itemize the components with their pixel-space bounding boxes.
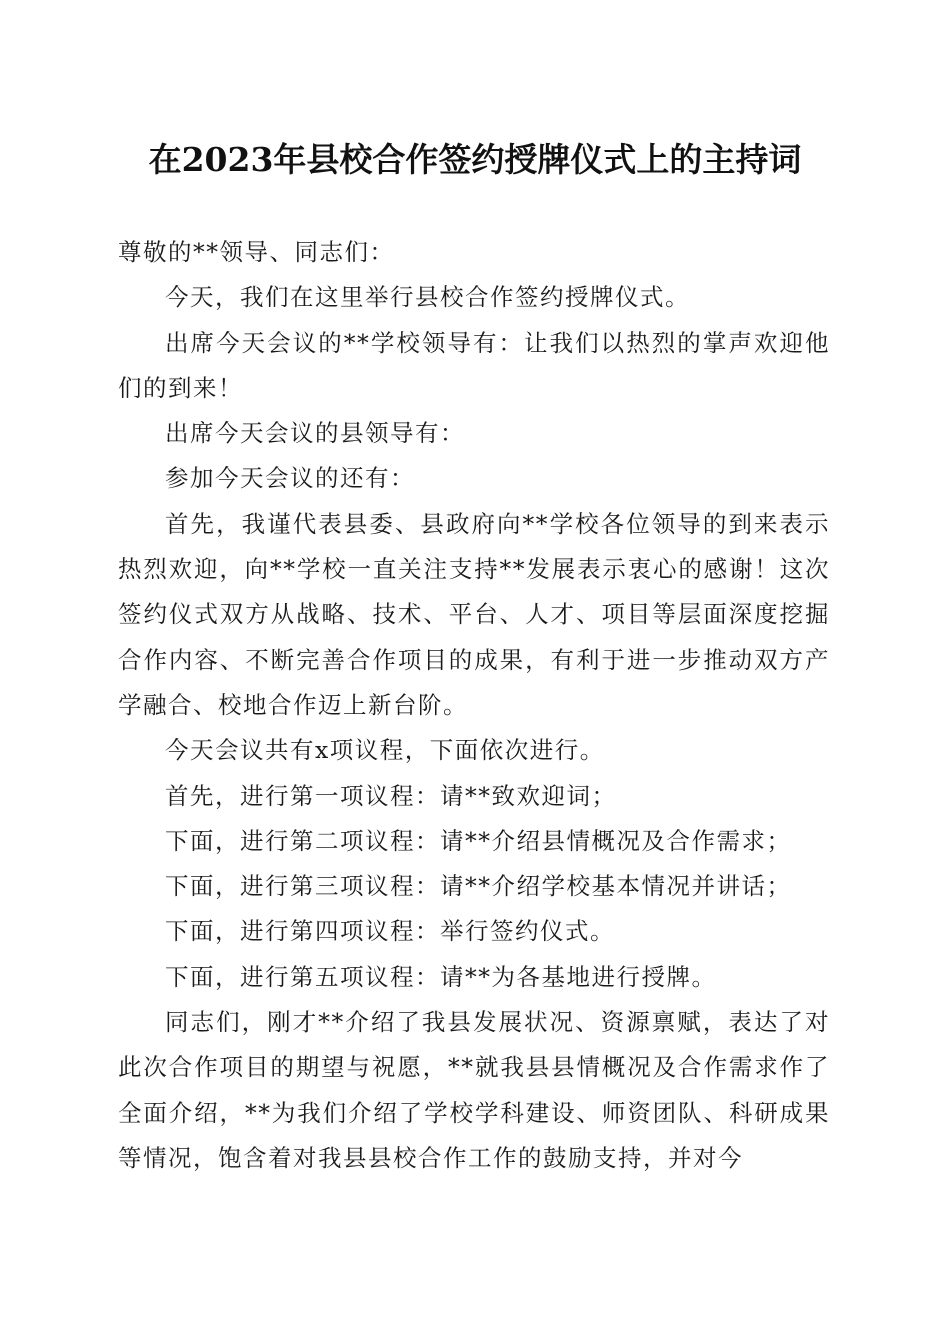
welcome-paragraph: 首先，我谨代表县委、县政府向**学校各位领导的到来表示热烈欢迎，向**学校一直关注支持**发展表示衷心的感谢！这次签约仪式双方从战略、技术、平台、人才、项目等层面深度挖掘合作内容、不断完善合作项目的成果，有利于进一步推动双方产学融合、校地合作迈上新台阶。 [118, 509, 830, 719]
agenda-item-1: 首先，进行第一项议程：请**致欢迎词； [165, 781, 617, 810]
salutation-paragraph: 尊敬的**领导、同志们： [118, 238, 395, 266]
document-title: 在2023年县校合作签约授牌仪式上的主持词 [148, 140, 802, 179]
agenda-item-5: 下面，进行第五项议程：请**为各基地进行授牌。 [165, 962, 717, 991]
county-leaders-paragraph: 出席今天会议的县领导有： [165, 419, 465, 448]
agenda-item-2: 下面，进行第二项议程：请**介绍县情概况及合作需求； [165, 826, 792, 855]
document-body [118, 230, 830, 1181]
agenda-item-3: 下面，进行第三项议程：请**介绍学校基本情况并讲话； [165, 872, 792, 901]
summary-paragraph: 同志们，刚才**介绍了我县发展状况、资源禀赋，表达了对此次合作项目的期望与祝愿，**就我县县情概况及合作需求作了全面介绍，**为我们介绍了学校学科建设、师资团队、科研成果等情况，饱含着对我县县校合作工作的鼓励支持，并对今 [118, 1008, 830, 1172]
attendees-paragraph: 参加今天会议的还有： [165, 464, 415, 493]
agenda-item-4: 下面，进行第四项议程：举行签约仪式。 [165, 917, 615, 946]
opening-paragraph: 今天，我们在这里举行县校合作签约授牌仪式。 [165, 283, 690, 312]
school-leaders-paragraph: 出席今天会议的**学校领导有：让我们以热烈的掌声欢迎他们的到来！ [118, 328, 830, 402]
agenda-intro-paragraph: 今天会议共有x项议程，下面依次进行。 [165, 736, 605, 765]
